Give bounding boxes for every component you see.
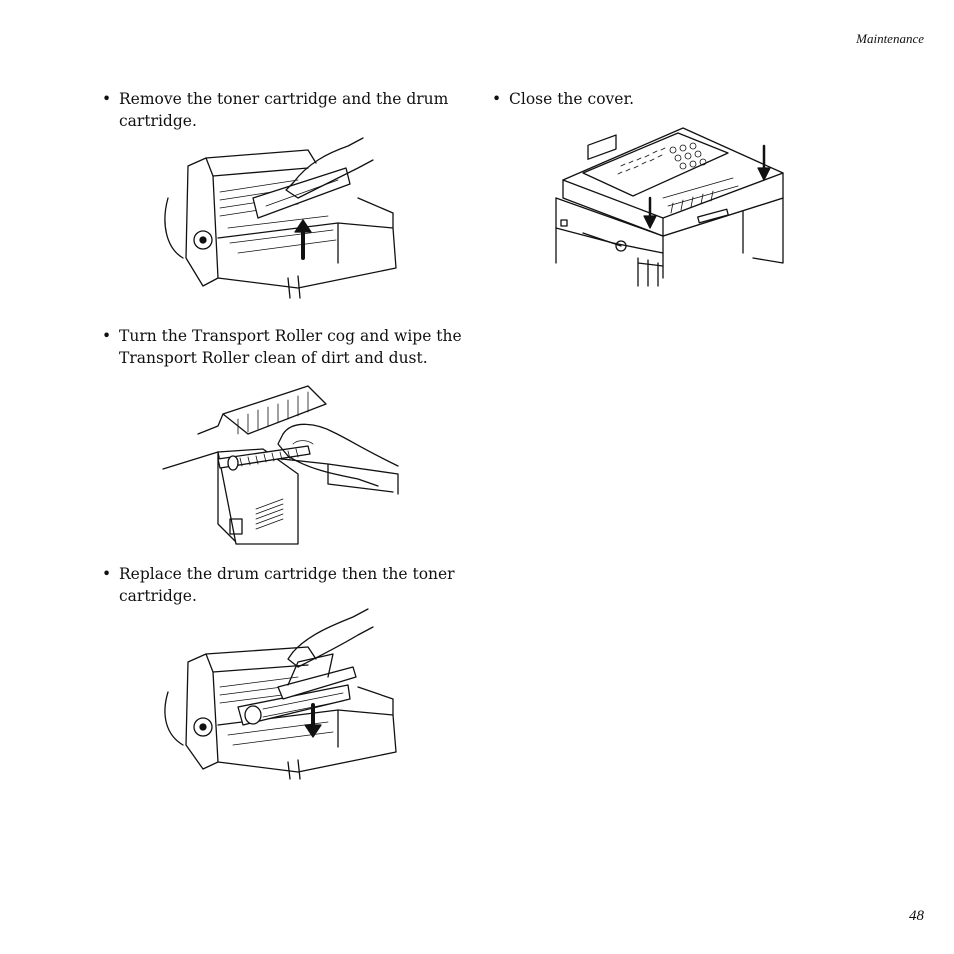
bullet: • <box>102 327 112 345</box>
remove-cartridge-illustration <box>158 128 408 300</box>
running-header: Maintenance <box>856 31 924 46</box>
bullet: • <box>102 90 112 108</box>
step-clean-roller <box>102 325 462 369</box>
step-close-cover <box>492 88 792 110</box>
bullet: • <box>102 565 112 583</box>
step-text: Replace the drum cartridge then the toner cartridge. <box>119 565 455 605</box>
step-text: Close the cover. <box>509 90 635 108</box>
replace-cartridge-illustration <box>158 607 408 779</box>
step-text: Remove the toner cartridge and the drum cartridge. <box>119 90 449 130</box>
clean-roller-illustration <box>158 374 403 546</box>
step-remove-cartridges <box>102 88 462 132</box>
page-number: 48 <box>909 908 924 924</box>
close-cover-illustration <box>553 118 793 288</box>
step-replace-cartridges <box>102 563 462 607</box>
bullet: • <box>492 90 502 108</box>
step-text: Turn the Transport Roller cog and wipe the Transport Roller clean of dirt and dust. <box>119 327 462 367</box>
